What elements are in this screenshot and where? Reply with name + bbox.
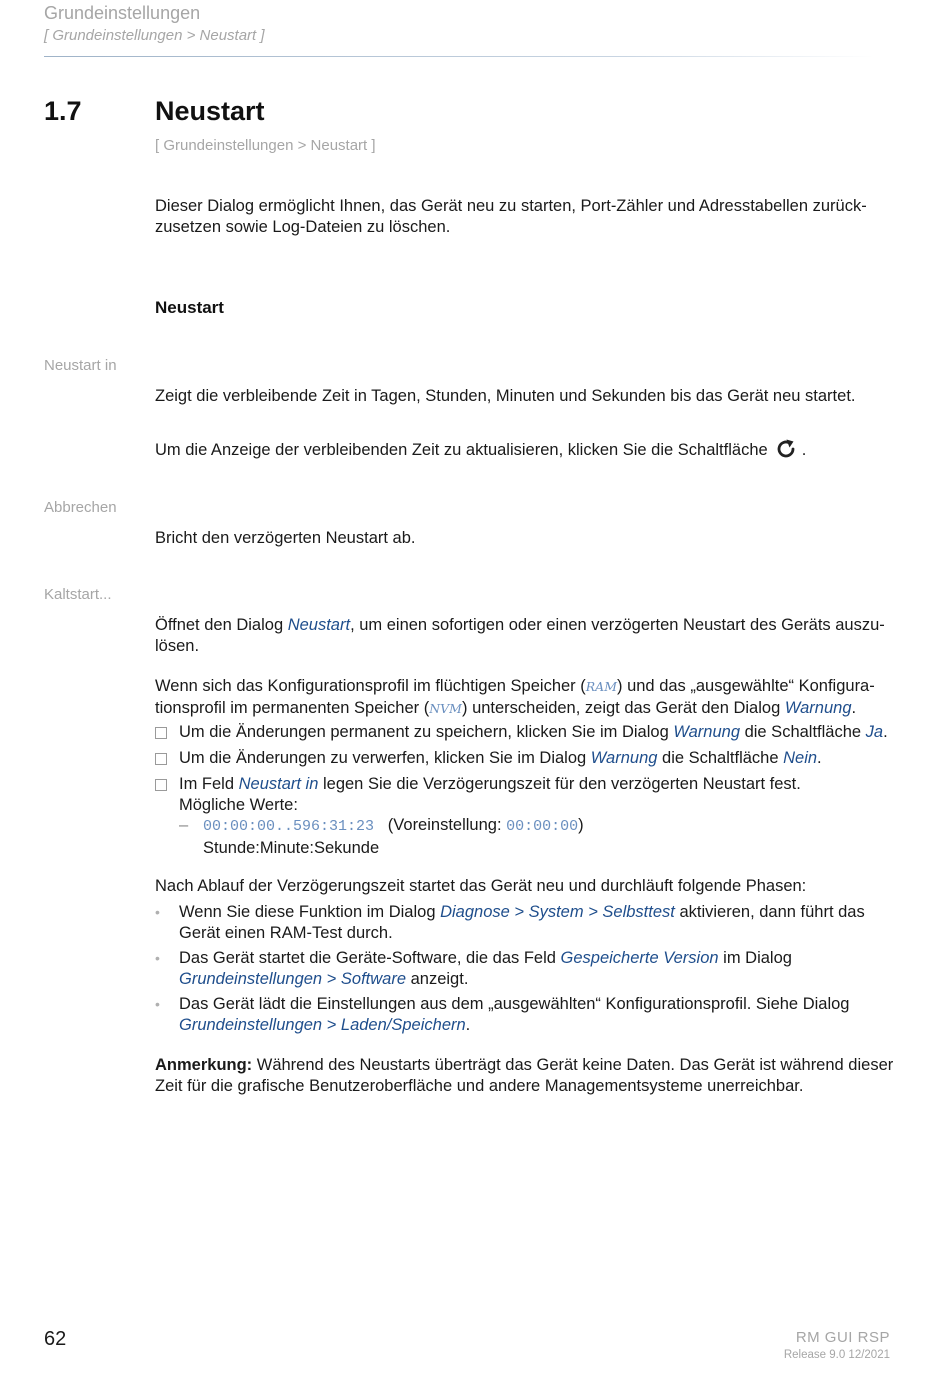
footer-product: RM GUI RSP	[795, 1329, 890, 1346]
section-number: 1.7	[44, 96, 82, 126]
note-paragraph: Anmerkung: Während des Neustarts überträgt das Gerät keine Daten. Das Gerät ist während dieser Zeit für die grafische Benutzeroberfläche und andere Managementsysteme unerreichbar.	[155, 1056, 894, 1095]
footer-release: Release 9.0 12/2021	[783, 1349, 890, 1361]
section-breadcrumb: [ Grundeinstellungen > Neustart ]	[155, 137, 376, 154]
bullet-marker: •	[155, 950, 160, 966]
label-abbrechen: Abbrechen	[44, 499, 117, 516]
header-divider	[44, 56, 874, 57]
refresh-icon	[774, 437, 798, 467]
checkbox-icon	[155, 722, 175, 745]
running-header-title: Grundeinstellungen	[44, 3, 201, 23]
bullet-item: • Das Gerät lädt die Einstellungen aus dem „ausgewählten“ Konfigurationsprofil. Siehe Dialog Grundeinstellungen > Laden/Speichern.	[155, 995, 850, 1034]
checkbox-icon	[155, 748, 175, 771]
checklist-item: Um die Änderungen permanent zu speichern, klicken Sie im Dialog Warnung die Schaltfläche Ja.	[155, 722, 900, 743]
term-ram: RAM	[585, 679, 617, 694]
bullet-item: • Wenn Sie diese Funktion im Dialog Diagnose > System > Selbsttest aktivieren, dann führt das Gerät einen RAM-Test durch.	[155, 903, 865, 942]
kaltstart-paragraph-2: Wenn sich das Konfigurationsprofil im flüchtigen Speicher (RAM) und das „ausgewählte“ Konfigura-tionsprofil im permanenten Speicher (NVM) unterscheiden, zeigt das Gerät den Dialog Warnung.	[155, 677, 875, 717]
value-range-item: – 00:00:00..596:31:23 (Voreinstellung: 00:00:00) Stunde:Minute:Sekunde	[179, 816, 584, 857]
abbrechen-description: Bricht den verzögerten Neustart ab.	[155, 529, 416, 547]
link-neustart-dialog: Neustart	[287, 616, 351, 634]
section-intro: Dieser Dialog ermöglicht Ihnen, das Gerät neu zu starten, Port-Zähler und Adresstabellen zurück-zusetzen sowie Log-Dateien zu löschen.	[155, 197, 867, 236]
bullet-marker: •	[155, 904, 160, 920]
dash-marker: –	[179, 816, 189, 834]
running-header-breadcrumb: [ Grundeinstellungen > Neustart ]	[44, 27, 265, 44]
page-number: 62	[44, 1328, 67, 1350]
footer-info	[784, 1329, 890, 1361]
value-range: 00:00:00..596:31:23	[203, 818, 375, 835]
phases-intro: Nach Ablauf der Verzögerungszeit startet das Gerät neu und durchläuft folgende Phasen:	[155, 877, 807, 895]
label-kaltstart: Kaltstart...	[44, 586, 112, 603]
bullet-item: • Das Gerät startet die Geräte-Software, die das Feld Gespeicherte Version im Dialog Grundeinstellungen > Software anzeigt.	[155, 949, 792, 988]
label-neustart-in: Neustart in	[44, 357, 117, 374]
refresh-instruction: Um die Anzeige der verbleibenden Zeit zu aktualisieren, klicken Sie die Schaltfläche .	[155, 437, 895, 467]
kaltstart-paragraph-1: Öffnet den Dialog Neustart, um einen sofortigen oder einen verzögerten Neustart des Geräts auszu-lösen.	[155, 616, 885, 655]
checklist-item: Im Feld Neustart in legen Sie die Verzögerungszeit für den verzögerten Neustart fest. Mögliche Werte:	[155, 774, 900, 815]
link-warnung-dialog: Warnung	[784, 698, 852, 717]
neustart-in-description: Zeigt die verbleibende Zeit in Tagen, Stunden, Minuten und Sekunden bis das Gerät neu startet.	[155, 387, 856, 405]
bullet-marker: •	[155, 996, 160, 1012]
subheading-neustart: Neustart	[155, 298, 224, 317]
section-title: Neustart	[155, 96, 265, 126]
note-label: Anmerkung:	[155, 1056, 253, 1074]
default-value: 00:00:00	[506, 818, 579, 835]
checkbox-icon	[155, 774, 175, 797]
checklist-item: Um die Änderungen zu verwerfen, klicken Sie im Dialog Warnung die Schaltfläche Nein.	[155, 748, 900, 769]
term-nvm: NVM	[429, 700, 462, 716]
